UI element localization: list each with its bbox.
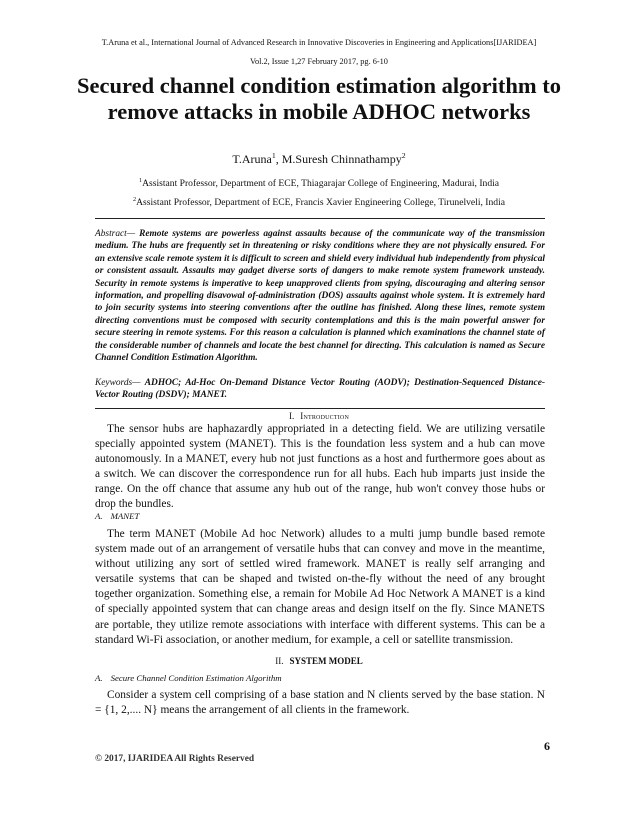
- paragraph-text: Consider a system cell comprising of a base station and N clients served by the base station. N = {1, 2,.... N} means the arrangement of all clients in the framework.: [95, 689, 545, 717]
- affiliation-2-mark: 2: [132, 195, 137, 203]
- section-heading-system-model: [60, 656, 578, 666]
- author-2-name: M.Suresh Chinnathampy: [281, 152, 402, 166]
- header-citation: T.Aruna et al., International Journal of Advanced Research in Innovative Discoveries in Engineering and Applications[IJARIDEA]: [101, 38, 537, 47]
- subsection-title: MANET: [110, 511, 140, 521]
- subsection-title: Secure Channel Condition Estimation Algorithm: [110, 673, 282, 683]
- paper-title: Secured channel condition estimation algorithm to remove attacks in mobile ADHOC networks: [77, 73, 561, 124]
- paragraph-text: The sensor hubs are haphazardly appropriated in a detecting field. We are utilizing versatile specially appointed system (MANET). This is the foundation less system and a hub can move autonomously. In a MANET, every hub not just functions as a host and furthermore goes about as a switch. We can discover the correspondence run for all hubs. Each hub imparts just inside the range. On the off chance that assume any hub out of the range, hub won't convey those hubs or drop the bundles.: [95, 423, 545, 511]
- subsection-heading-manet: [95, 511, 139, 521]
- author-separator: ,: [275, 152, 282, 166]
- paragraph-manet: [95, 527, 545, 648]
- author-1-name: T.Aruna: [232, 152, 272, 166]
- affiliation-1-mark: 1: [138, 176, 143, 184]
- keywords-label: Keywords—: [95, 378, 145, 388]
- affiliation-1-text: Assistant Professor, Department of ECE, Thiagarajar College of Engineering, Madurai, India: [142, 178, 500, 189]
- subsection-letter: A.: [95, 673, 103, 683]
- affiliation-2-text: Assistant Professor, Department of ECE, Francis Xavier Engineering College, Tirunelveli, India: [136, 197, 506, 208]
- section-number: I.: [289, 411, 295, 421]
- keywords-text: ADHOC; Ad-Hoc On-Demand Distance Vector Routing (AODV); Destination-Sequenced Distance-Vector Routing (DSDV); MANET.: [95, 378, 545, 401]
- keywords: [95, 377, 545, 402]
- abstract-top-rule: [95, 218, 545, 219]
- running-header: [60, 37, 578, 67]
- subsection-heading-scce: [95, 673, 282, 683]
- subsection-letter: A.: [95, 511, 103, 521]
- page-number: 6: [544, 739, 550, 753]
- author-line: [60, 152, 578, 167]
- section-title: SYSTEM MODEL: [289, 656, 363, 666]
- section-divider-rule: [95, 408, 545, 409]
- section-heading-introduction: [60, 411, 578, 421]
- paragraph-system-model: [95, 688, 545, 718]
- header-volume: Vol.2, Issue 1,27 February 2017, pg. 6-10: [250, 57, 388, 66]
- abstract: [95, 228, 545, 364]
- copyright-footer: © 2017, IJARIDEA All Rights Reserved: [95, 754, 255, 764]
- paragraph-introduction: [95, 422, 545, 513]
- abstract-text: Remote systems are powerless against assaults because of the communicate way of the transmission medium. The hubs are frequently set in threatening or risky conditions where they are not physically ensured. For an extensive scale remote system it is difficult to screen and shield every individual hub independently from physical or consistent assault. Assaults may gadget diverse sorts of dangers to make remote system framework unsteady. Security in remote systems is imperative to keep unapproved clients from spying, discouraging and altering sensor information, and propelling disavowal of-administration (DOS) assaults against whole system. It is extremely hard to join security systems into steering conventions after the outline has finished. Along these lines, remote system directing conventions must be composed with security contemplations and this is the main powerful answer for secure steering in remote systems. For this reason a calculation is planned which examinations the channel state of the considerable number of channels and locate the best channel for directing. This calculation is named as Secure Channel Condition Estimation Algorithm.: [95, 229, 545, 364]
- section-number: II.: [275, 656, 284, 666]
- paragraph-text: The term MANET (Mobile Ad hoc Network) alludes to a multi jump bundle based remote system made out of an arrangement of versatile hubs that can convey and move in the meantime, without utilizing any sort of settled wired framework. MANET is really self arranging and versatile systems that can be shaped and twisted on-the-fly without the need of any brought together organization. Something else, a remain for Mobile Ad Hoc Network A MANET is a kind of specially appointed system that can change areas and design itself on the fly. Since MANETS are portable, they utilize remote associations with interface with different systems. This can be a standard Wi-Fi association, or another medium, for example, a cell or satellite transmission.: [95, 528, 545, 646]
- affiliation-2: [60, 197, 578, 208]
- author-2-affil-mark: 2: [401, 151, 406, 160]
- section-title: Introduction: [300, 411, 349, 421]
- affiliation-1: [60, 178, 578, 189]
- abstract-label: Abstract—: [95, 229, 136, 239]
- author-1-affil-mark: 1: [271, 151, 276, 160]
